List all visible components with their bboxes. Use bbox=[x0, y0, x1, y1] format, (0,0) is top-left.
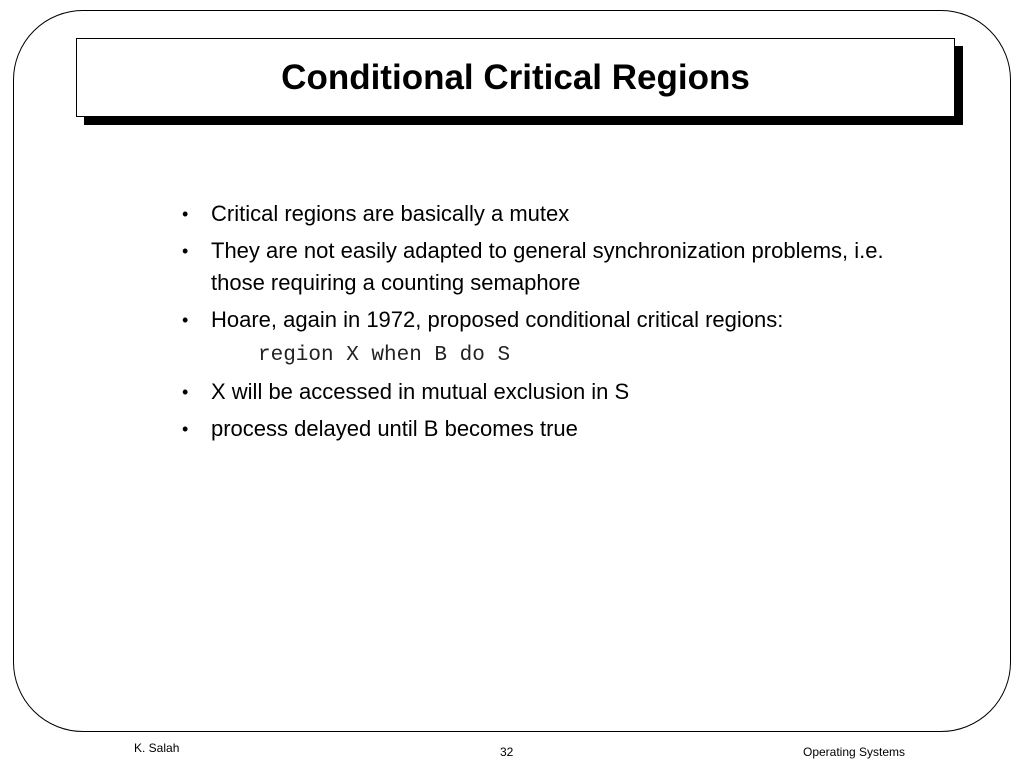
footer-course-title: Operating Systems bbox=[803, 745, 906, 759]
bullet-text: process delayed until B becomes true bbox=[211, 416, 578, 441]
bullet-item bbox=[178, 198, 898, 230]
slide-title: Conditional Critical Regions bbox=[281, 57, 750, 97]
bullet-icon: • bbox=[182, 204, 189, 224]
bullet-icon: • bbox=[182, 241, 189, 261]
bullet-icon: • bbox=[182, 310, 189, 330]
bullet-text: Critical regions are basically a mutex bbox=[211, 201, 570, 226]
bullet-text: They are not easily adapted to general synchronization problems, i.e. those requiring a counting semaphore bbox=[211, 238, 884, 295]
bullet-item bbox=[178, 235, 898, 299]
bullet-item bbox=[178, 376, 898, 408]
footer-page-number: 32 bbox=[500, 745, 514, 759]
code-example: region X when B do S bbox=[258, 344, 511, 367]
bullet-icon: • bbox=[182, 419, 189, 439]
footer-author: K. Salah bbox=[134, 741, 180, 755]
bullet-text: X will be accessed in mutual exclusion in S bbox=[211, 379, 630, 404]
bullet-list-top bbox=[178, 198, 898, 341]
bullet-item bbox=[178, 304, 898, 336]
bullet-icon: • bbox=[182, 382, 189, 402]
bullet-item bbox=[178, 413, 898, 445]
bullet-list-bottom bbox=[178, 376, 898, 450]
bullet-text: Hoare, again in 1972, proposed conditional critical regions: bbox=[211, 307, 784, 332]
title-box bbox=[76, 38, 955, 117]
